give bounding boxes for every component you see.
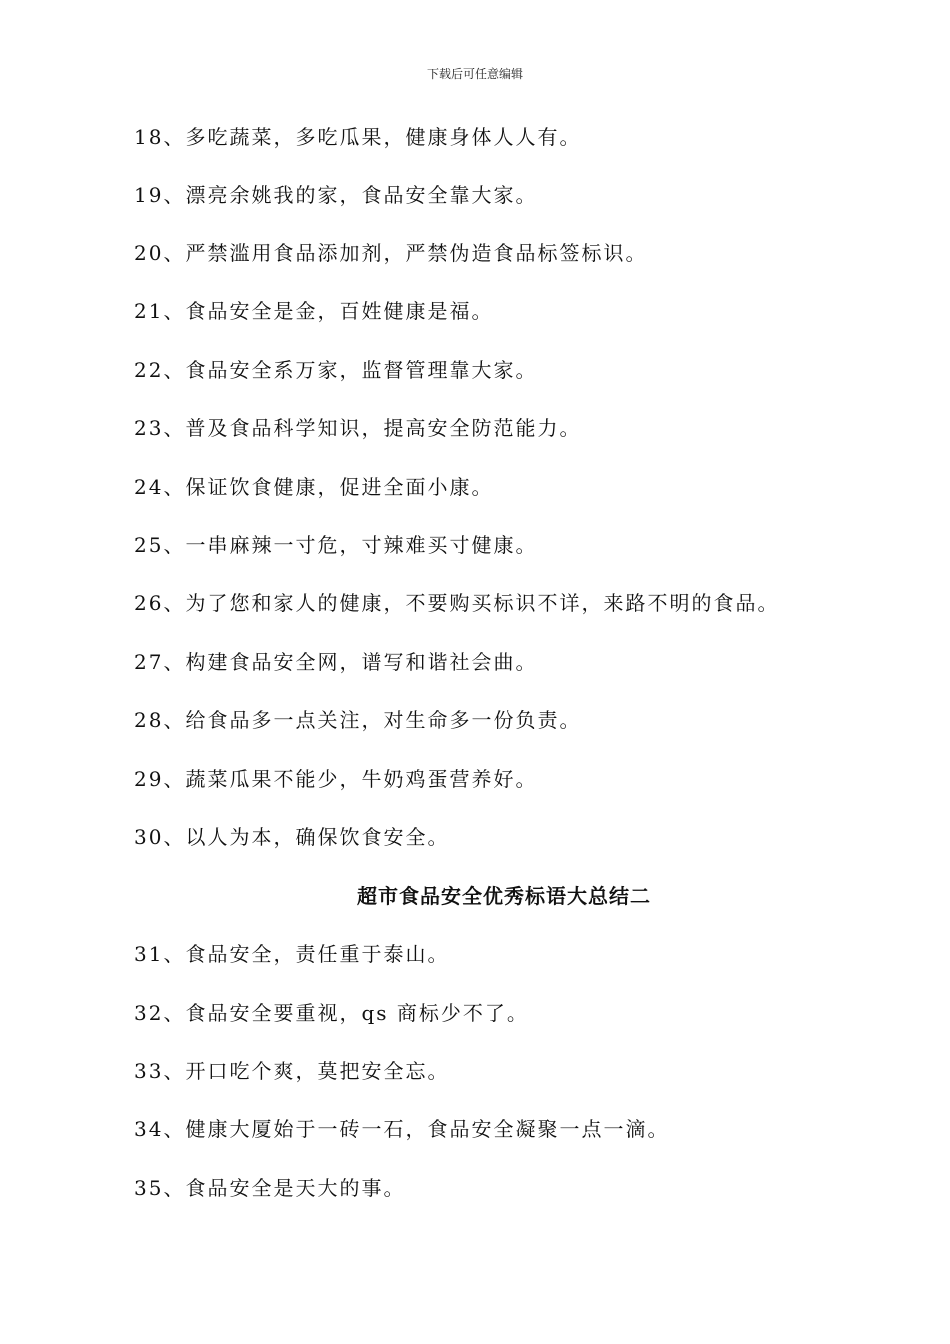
slogan-line: 35、食品安全是天大的事。 [134, 1176, 406, 1200]
slogan-line: 28、给食品多一点关注，对生命多一份负责。 [134, 708, 582, 732]
slogan-line: 30、以人为本，确保饮食安全。 [134, 825, 450, 849]
slogan-line: 22、食品安全系万家，监督管理靠大家。 [134, 358, 538, 382]
slogan-line: 33、开口吃个爽，莫把安全忘。 [134, 1059, 450, 1083]
slogan-line: 23、普及食品科学知识，提高安全防范能力。 [134, 416, 582, 440]
slogan-line: 29、蔬菜瓜果不能少，牛奶鸡蛋营养好。 [134, 767, 538, 791]
slogan-line: 26、为了您和家人的健康，不要购买标识不详，来路不明的食品。 [134, 591, 780, 615]
slogan-line: 20、严禁滥用食品添加剂，严禁伪造食品标签标识。 [134, 241, 648, 265]
slogan-line: 18、多吃蔬菜，多吃瓜果，健康身体人人有。 [134, 125, 582, 149]
slogan-line: 32、食品安全要重视，qs 商标少不了。 [134, 1001, 529, 1025]
slogan-line: 24、保证饮食健康，促进全面小康。 [134, 475, 494, 499]
slogan-line: 31、食品安全，责任重于泰山。 [134, 942, 450, 966]
slogan-line: 27、构建食品安全网，谱写和谐社会曲。 [134, 650, 538, 674]
slogan-line: 21、食品安全是金，百姓健康是福。 [134, 299, 494, 323]
section-heading: 超市食品安全优秀标语大总结二 [357, 884, 651, 908]
page-header-note: 下载后可任意编辑 [426, 67, 523, 81]
slogan-line: 25、一串麻辣一寸危，寸辣难买寸健康。 [134, 533, 538, 557]
slogan-line: 34、健康大厦始于一砖一石，食品安全凝聚一点一滴。 [134, 1117, 670, 1141]
slogan-line: 19、漂亮余姚我的家，食品安全靠大家。 [134, 183, 538, 207]
